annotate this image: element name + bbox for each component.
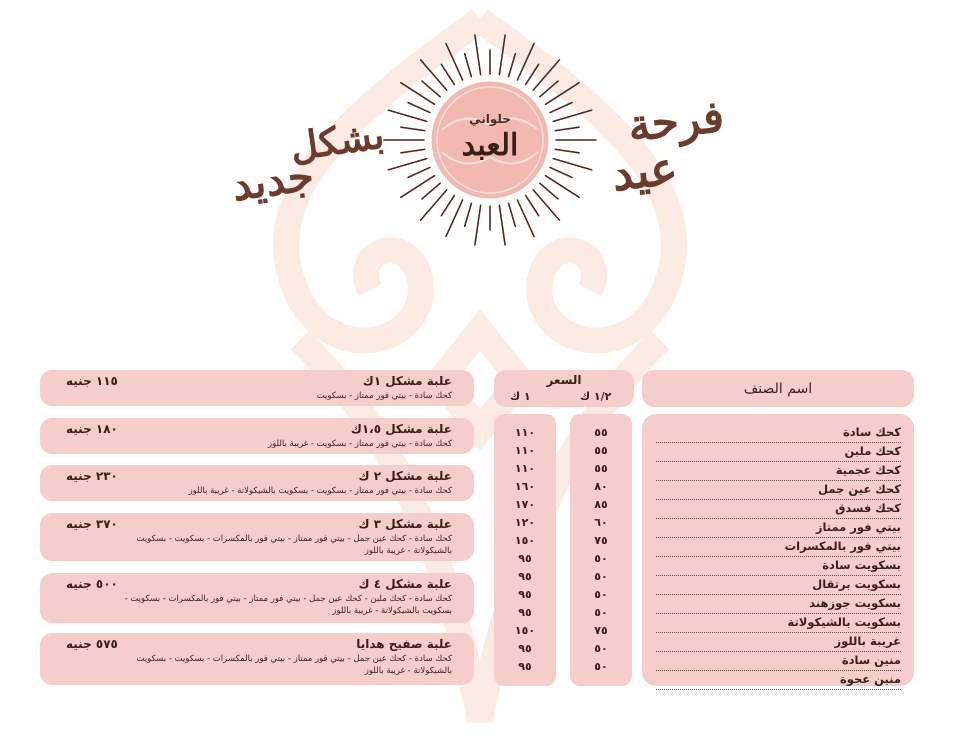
item-name: غريبة باللوز xyxy=(656,633,901,652)
item-name: كحك عجمية xyxy=(656,462,901,481)
item-name: بسكويت برتقال xyxy=(656,576,901,595)
sunburst-ray xyxy=(475,35,481,75)
half-kilo-price-list xyxy=(570,424,632,676)
half-kilo-price-column xyxy=(570,414,632,686)
price-title: السعر xyxy=(546,373,582,387)
gift-box-price: ٣٧٠ جنيه xyxy=(66,517,118,531)
sunburst-ray xyxy=(421,190,447,220)
kilo-price: ٩٥ xyxy=(518,606,532,619)
kilo-price: ١٢٠ xyxy=(514,516,536,529)
sunburst-ray xyxy=(555,149,579,152)
half-kilo-price: ٧٥ xyxy=(594,624,608,637)
gift-box-contents: كحك سادة - بيتي فور ممتاز - بسكويت xyxy=(316,391,452,401)
kilo-price-list xyxy=(494,424,556,676)
half-kilo-price: ٥٠ xyxy=(594,588,608,601)
sunburst-ray xyxy=(401,149,425,152)
item-name: بيتي فور بالمكسرات xyxy=(656,538,901,557)
kilo-price: ١١٠ xyxy=(514,462,536,475)
sunburst-ray xyxy=(388,110,426,121)
sunburst-ray xyxy=(540,183,558,199)
half-kilo-price: ٥٠ xyxy=(594,642,608,655)
sunburst-ray xyxy=(441,64,454,84)
kilo-price: ١٥٠ xyxy=(514,624,536,637)
half-kilo-label: ١/٢ ك xyxy=(580,390,612,403)
kilo-price: ١٧٠ xyxy=(514,498,536,511)
sunburst-ray xyxy=(555,127,579,130)
sunburst-ray xyxy=(509,54,516,77)
gift-box-card xyxy=(40,573,474,623)
items-panel xyxy=(642,414,914,686)
gift-box-contents: كحك سادة - كحك عين جمل - بيتي فور ممتاز - بيتي فور بالمكسرات - بسكويت - بسكويت بالشيكولاتة - غريبة باللوز xyxy=(136,534,452,556)
sunburst-ray xyxy=(408,167,430,177)
sunburst-ray xyxy=(422,183,440,199)
kilo-price: ١٥٠ xyxy=(514,534,536,547)
item-name: بسكويت بالشيكولاتة xyxy=(656,614,901,633)
sunburst-ray xyxy=(401,176,435,198)
kilo-price: ٩٥ xyxy=(518,660,532,673)
sunburst-ray xyxy=(550,103,572,113)
kilo-price: ١١٠ xyxy=(514,426,536,439)
gift-box-card xyxy=(40,418,474,454)
slogan-right-line2: عيد xyxy=(609,140,681,202)
sunburst-ray xyxy=(401,127,425,130)
items-list xyxy=(656,424,901,690)
price-header xyxy=(494,370,634,407)
gift-box-card xyxy=(40,465,474,501)
sunburst-ray xyxy=(540,81,558,97)
sunburst-ray xyxy=(533,190,559,220)
sunburst-ray xyxy=(550,167,572,177)
item-name: كحك سادة xyxy=(656,424,901,443)
item-name: كحك فسدق xyxy=(656,500,901,519)
gift-box-title: علبة مشكل ٢ ك xyxy=(358,469,452,483)
half-kilo-price: ٥٠ xyxy=(594,552,608,565)
gift-box-title: علبة مشكل ٣ ك xyxy=(358,517,452,531)
item-name-header: اسم الصنف xyxy=(642,370,914,407)
logo-subtitle: حلواني xyxy=(469,112,511,126)
sunburst-ray xyxy=(526,196,539,216)
item-name: كحك ملبن xyxy=(656,443,901,462)
gift-box-title: علبة مشكل ٤ ك xyxy=(358,577,452,591)
sunburst-ray xyxy=(401,83,435,105)
gift-box-price: ٢٣٠ جنيه xyxy=(66,469,118,483)
item-name: منين عجوة xyxy=(656,671,901,690)
item-name: بيتي فور ممتاز xyxy=(656,519,901,538)
gift-box-card xyxy=(40,370,474,406)
sunburst-ray xyxy=(499,205,505,245)
sunburst-ray xyxy=(465,54,472,77)
gift-box-card xyxy=(40,513,474,561)
gift-box-card xyxy=(40,633,474,685)
half-kilo-price: ٥٠ xyxy=(594,606,608,619)
sunburst-ray xyxy=(553,110,591,121)
kilo-label: ١ ك xyxy=(510,390,531,403)
half-kilo-price: ٥٥ xyxy=(594,462,608,475)
sunburst-ray xyxy=(441,196,454,216)
sunburst-ray xyxy=(388,159,426,170)
slogan-left-line1: بشكل xyxy=(287,111,387,170)
item-name: بسكويت سادة xyxy=(656,557,901,576)
half-kilo-price: ٥٥ xyxy=(594,444,608,457)
sunburst-ray xyxy=(499,35,505,75)
sunburst-ray xyxy=(475,205,481,245)
gift-box-title: علبة صفيح هدايا xyxy=(356,637,452,651)
kilo-price: ١١٠ xyxy=(514,444,536,457)
half-kilo-price: ٨٠ xyxy=(594,480,608,493)
slogan-left-line2: جديد xyxy=(228,150,317,211)
kilo-price: ٩٥ xyxy=(518,552,532,565)
sunburst-ray xyxy=(465,203,472,226)
logo-name: العبد xyxy=(461,128,519,163)
half-kilo-price: ٧٥ xyxy=(594,534,608,547)
item-name: منين سادة xyxy=(656,652,901,671)
gift-box-price: ١١٥ جنيه xyxy=(66,374,118,388)
half-kilo-price: ٥٠ xyxy=(594,570,608,583)
item-name: كحك عين جمل xyxy=(656,481,901,500)
kilo-price: ٩٥ xyxy=(518,642,532,655)
sunburst-ray xyxy=(509,203,516,226)
kilo-price: ١٦٠ xyxy=(514,480,536,493)
kilo-price: ٩٥ xyxy=(518,570,532,583)
half-kilo-price: ٦٠ xyxy=(594,516,608,529)
gift-box-title: علبة مشكل ١،٥ك xyxy=(350,422,452,436)
gift-box-contents: كحك سادة - بيتي فور ممتاز - بسكويت - غريبة باللوز xyxy=(268,439,452,449)
sunburst-ray xyxy=(421,60,447,90)
sunburst-ray xyxy=(408,103,430,113)
gift-box-title: علبة مشكل ١ك xyxy=(362,374,452,388)
gift-box-price: ١٨٠ جنيه xyxy=(66,422,118,436)
sunburst-ray xyxy=(546,176,580,198)
sunburst-ray xyxy=(422,81,440,97)
sunburst-ray xyxy=(546,83,580,105)
gift-box-contents: كحك سادة - كحك عين جمل - بيتي فور ممتاز - بيتي فور بالمكسرات - بسكويت - بسكويت بالشيكولاتة - غريبة باللوز xyxy=(136,654,452,676)
kilo-price-column xyxy=(494,414,556,686)
sunburst-ray xyxy=(553,159,591,170)
gift-box-price: ٥٠٠ جنيه xyxy=(66,577,118,591)
gift-box-contents: كحك سادة - بيتي فور ممتاز - بسكويت - بسكويت بالشيكولاتة - غريبة باللوز xyxy=(188,486,452,496)
gift-box-price: ٥٧٥ جنيه xyxy=(66,637,118,651)
kilo-price: ٩٥ xyxy=(518,588,532,601)
half-kilo-price: ٥٠ xyxy=(594,660,608,673)
sunburst-ray xyxy=(533,60,559,90)
gift-box-contents: كحك سادة - كحك ملبن - كحك عين جمل - بيتي فور ممتاز - بيتي فور بالمكسرات - بسكويت - بسكويت بالشيكولاتة - غريبة باللوز xyxy=(124,594,452,616)
sunburst-ray xyxy=(526,64,539,84)
slogan-right-line1: فرحة xyxy=(625,91,727,152)
item-name: بسكويت جوزهند xyxy=(656,595,901,614)
half-kilo-price: ٥٥ xyxy=(594,426,608,439)
half-kilo-price: ٨٥ xyxy=(594,498,608,511)
